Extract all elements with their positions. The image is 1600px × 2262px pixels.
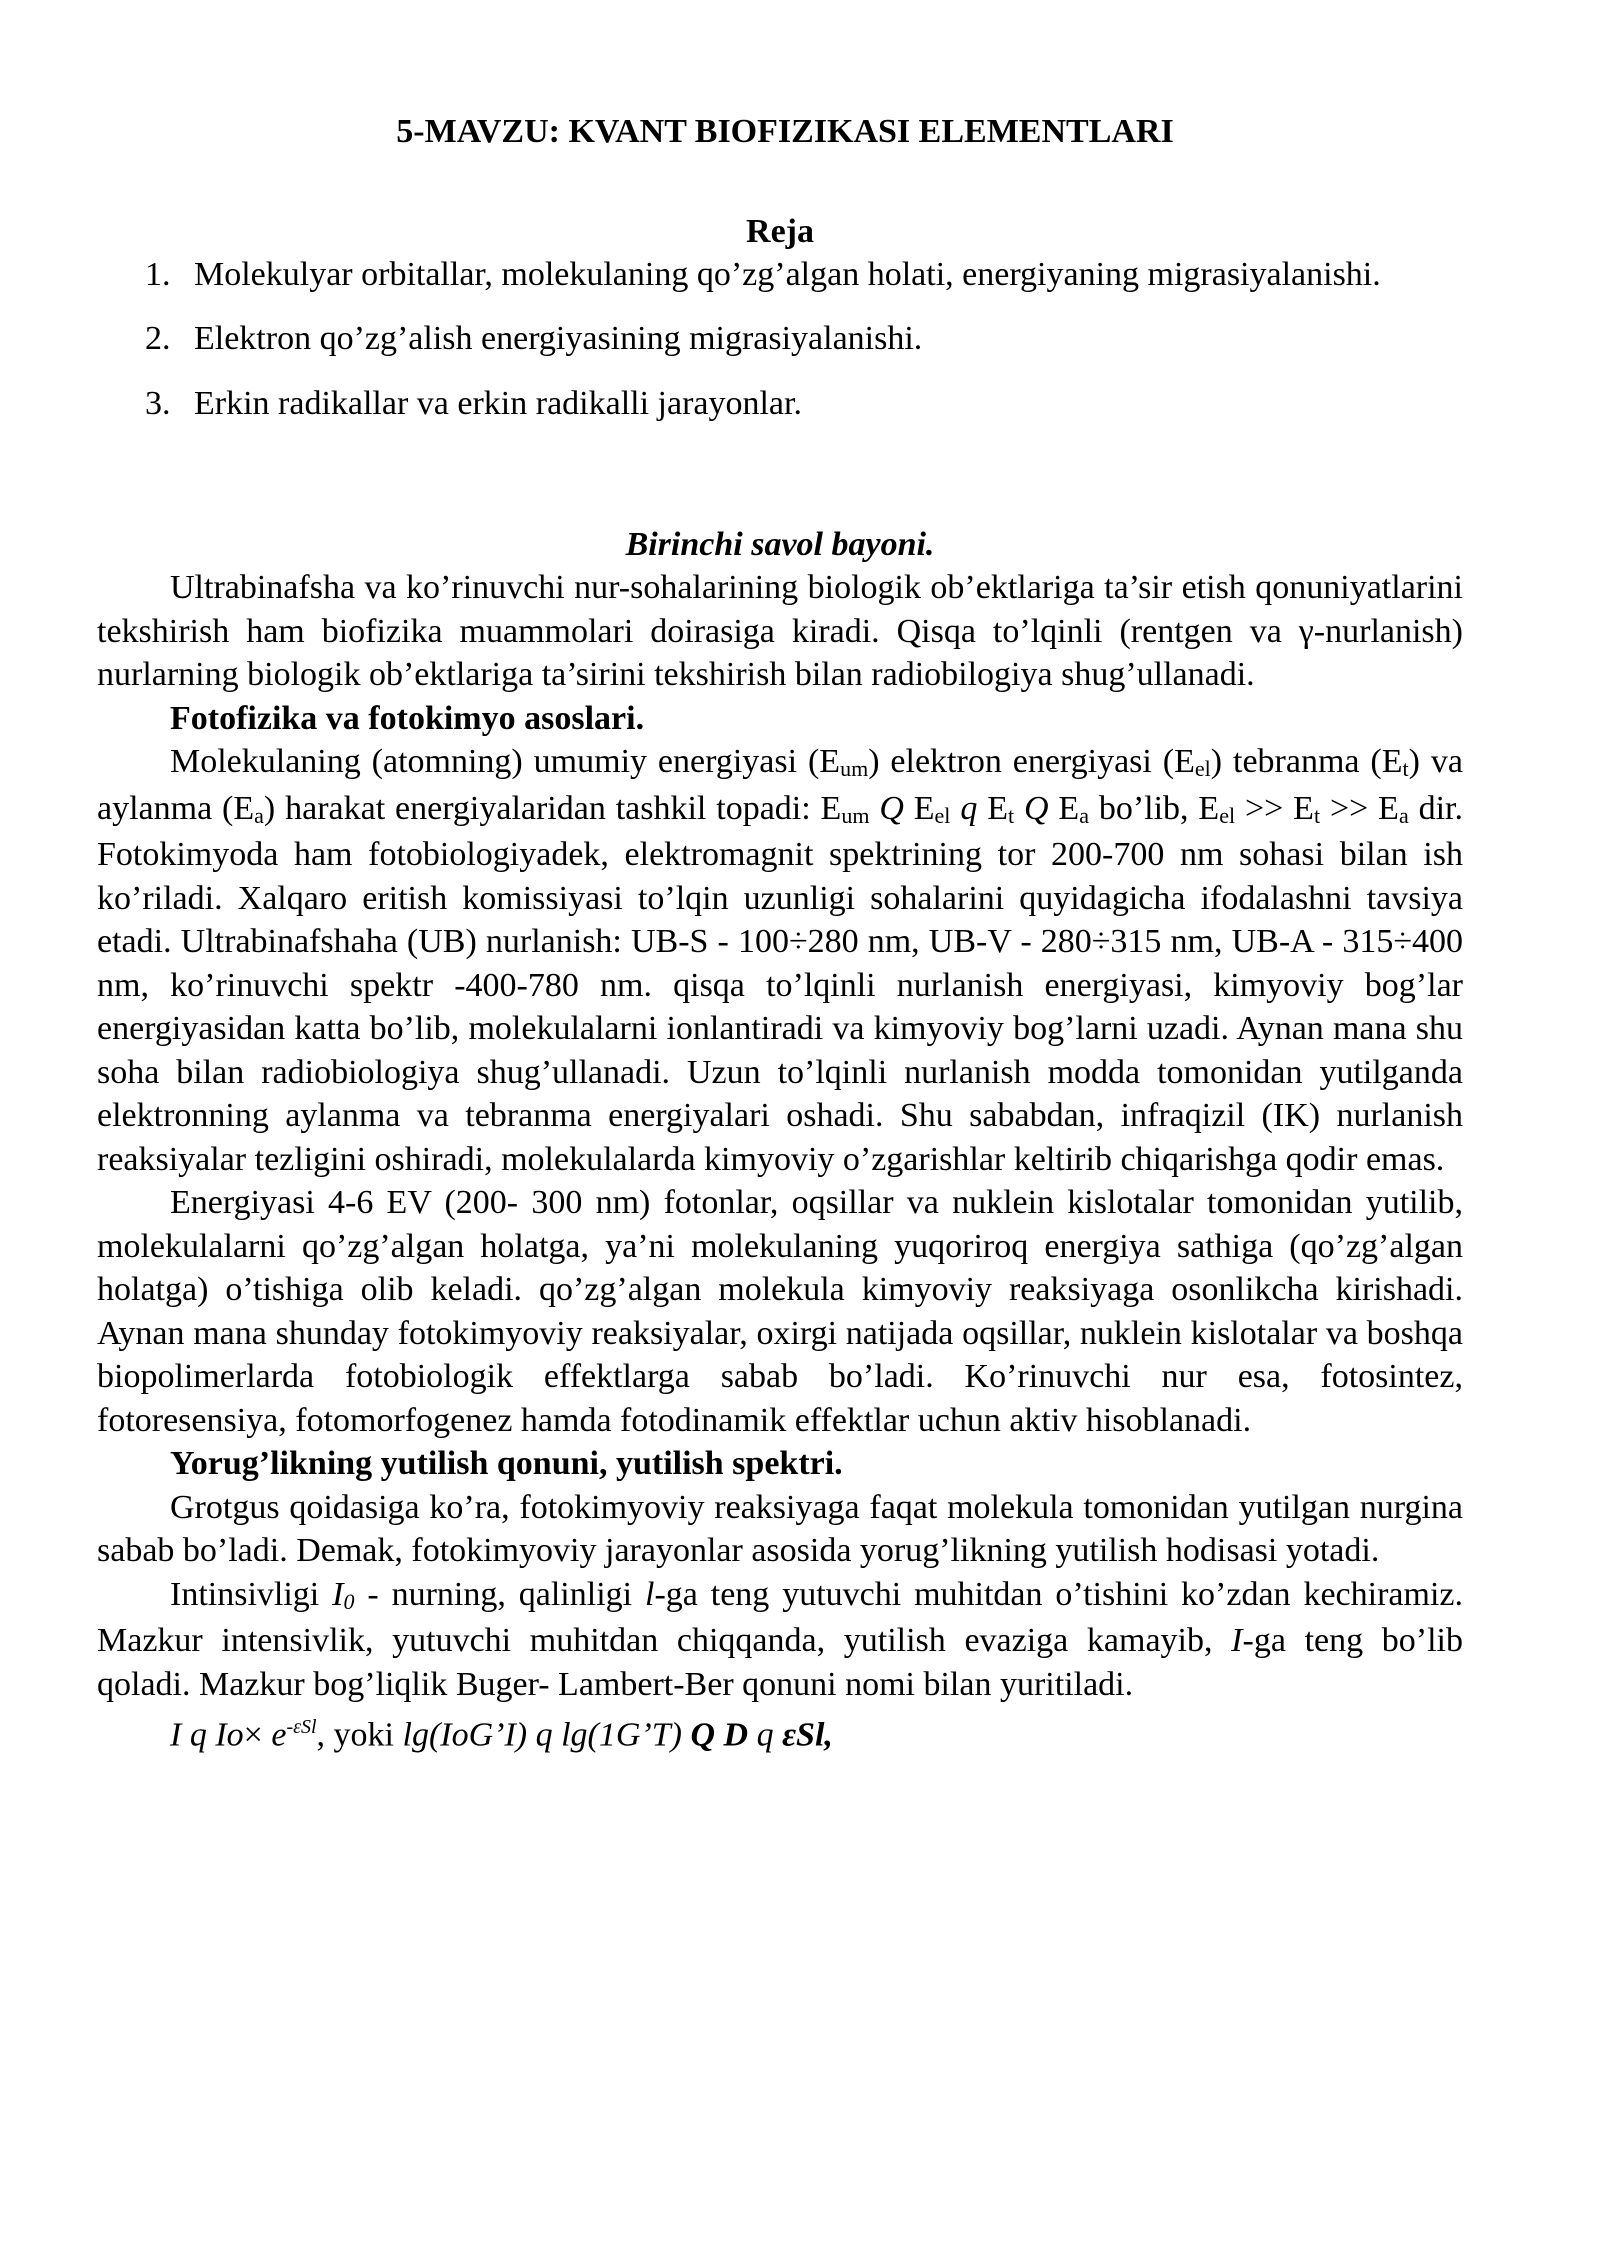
plan-item-number: 1. — [145, 256, 171, 293]
subheading-absorption: Yorug’likning yutilish qonuni, yutilish spektri. — [170, 1445, 843, 1482]
paragraph-grotgus: Grotgus qoidasiga ko’ra, fotokimyoviy reaksiyaga faqat molekula tomonidan yutilgan nurgina sabab bo’ladi. Demak, fotokimyoviy jarayonlar asosida yorug’likning yutilish hodisasi yotadi. — [97, 1488, 1463, 1569]
plan-item-number: 2. — [145, 319, 171, 357]
plan-item-text: Elektron qo’zg’alish energiyasining migrasiyalanishi. — [194, 319, 923, 357]
document-page — [97, 110, 1463, 1757]
section-heading: Birinchi savol bayoni. — [625, 525, 935, 563]
plan-item-text: Molekulyar orbitallar, molekulaning qo’zg’algan holati, energiyaning migrasiyalanishi. — [194, 256, 1381, 293]
paragraph-intensity: Intinsivligi $I_0$ - nurning, qalinligi l-ga teng yutuvchi muhitdan o’tishini ko’zdan kechiramiz. Mazkur intensivlik, yutuvchi muhitdan chiqqanda, yutilish evaziga kamayib, I-ga teng bo’lib qoladi. Mazkur bog’liqlik Buger- Lambert-Ber qonuni nomi bilan yuritiladi. — [97, 1575, 1463, 1703]
plan-heading: Reja — [746, 212, 814, 250]
page-title: 5-MAVZU: KVANT BIOFIZIKASI ELEMENTLARI — [396, 113, 1174, 150]
subheading-photophysics: Fotofizika va fotokimyo asoslari. — [170, 699, 645, 737]
plan-list — [97, 253, 1463, 426]
plan-item-text: Erkin radikallar va erkin radikalli jarayonlar. — [194, 385, 802, 422]
paragraph-photons: Energiyasi 4-6 EV (200- 300 nm) fotonlar, oqsillar va nuklein kislotalar tomonidan yutilib, molekulalarni qo’zg’algan holatga, ya’ni molekulaning yuqoriroq energiya sathiga (qo’zg’algan holatga) o’tishiga olib keladi. qo’zg’algan molekula kimyoviy reaksiyaga osonlikcha kirishadi. Aynan mana shunday fotokimyoviy reaksiyalar, oxirgi natijada oqsillar, nuklein kislotalar va boshqa biopolimerlarda fotobiologik effektlarga sabab bo’ladi. Ko’rinuvchi nur esa, fotosintez, fotoresensiya, fotomorfogenez hamda fotodinamik effektlar uchun aktiv hisoblanadi. — [97, 1184, 1463, 1439]
formula-lambert-beer: I q $Io\times e^{-\varepsilon Sl}$, yoki lg(IoG’I) q lg(1G’T) Q D q εSl, — [170, 1716, 833, 1754]
paragraph-intro: Ultrabinafsha va ko’rinuvchi nur-sohalarining biologik ob’ektlariga ta’sir etish qonuniyatlarini tekshirish ham biofizika muammolari doirasiga kiradi. Qisqa to’lqinli (rentgen va γ-nurlanish) nurlarning biologik ob’ektlariga ta’sirini tekshirish bilan radiobilogiya shug’ullanadi. — [97, 569, 1463, 693]
plan-item — [97, 382, 1463, 426]
paragraph-energy: Molekulaning (atomning) umumiy energiyasi $(E_{um})$ elektron energiyasi $(E_{el})$ tebranma $(E_t)$ va aylanma $(E_a)$ harakat energiyalaridan tashkil topadi: $E_{um}$ Q $E_{el}$ q $E_t$ Q $E_a$ bo’lib, $E_{el} >> E_t >> E_a$ dir. Fotokimyoda ham fotobiologiyadek, elektromagnit spektrining tor 200-700 nm sohasi bilan ish ko’riladi. Xalqaro eritish komissiyasi to’lqin uzunligi sohalarini quyidagicha ifodalashni tavsiya etadi. Ultrabinafshaha (UB) nurlanish: UB-S - 100÷280 nm, UB-V - 280÷315 nm, UB-A - 315÷400 nm, ko’rinuvchi spektr -400-780 nm. qisqa to’lqinli nurlanish energiyasi, kimyoviy bog’lar energiyasidan katta bo’lib, molekulalarni ionlantiradi va kimyoviy bog’larni uzadi. Aynan mana shu soha bilan radiobiologiya shug’ullanadi. Uzun to’lqinli nurlanish modda tomonidan yutilganda elektronning aylanma va tebranma energiyalari oshadi. Shu sababdan, infraqizil (IK) nurlanish reaksiyalar tezligini oshiradi, molekulalarda kimyoviy o’zgarishlar keltirib chiqarishga qodir emas. — [97, 743, 1463, 1178]
plan-item — [97, 253, 1463, 297]
plan-item-number: 3. — [145, 385, 171, 422]
plan-item — [97, 317, 1463, 361]
